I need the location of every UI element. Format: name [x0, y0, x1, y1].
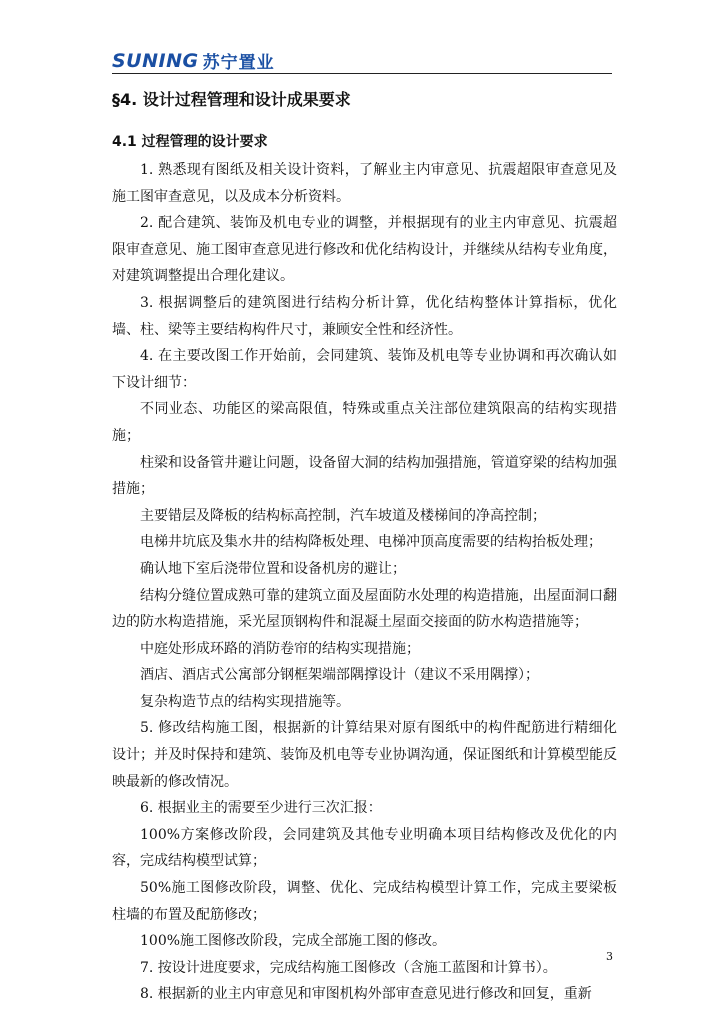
paragraph: 1. 熟悉现有图纸及相关设计资料，了解业主内审意见、抗震超限审查意见及施工图审查意见，以及成本分析资料。: [112, 162, 617, 205]
paragraph: 4. 在主要改图工作开始前，会同建筑、装饰及机电等专业协调和再次确认如下设计细节：: [112, 348, 617, 391]
logo-text-cn: 苏宁置业: [202, 53, 275, 73]
paragraph: 柱梁和设备管井避让问题，设备留大洞的结构加强措施，管道穿梁的结构加强措施；: [112, 454, 617, 498]
paragraph: 3. 根据调整后的建筑图进行结构分析计算，优化结构整体计算指标，优化墙、柱、梁等主要结构构件尺寸，兼顾安全性和经济性。: [112, 294, 617, 338]
logo-text-en: SUNING: [112, 49, 199, 72]
paragraph: 复杂构造节点的结构实现措施等。: [140, 693, 350, 710]
paragraph: 结构分缝位置成熟可靠的建筑立面及屋面防水处理的构造措施，出屋面洞口翻边的防水构造措施，采光屋顶钢构件和混凝土屋面交接面的防水构造措施等；: [112, 587, 617, 631]
paragraph: 50%施工图修改阶段，调整、优化、完成结构模型计算工作，完成主要梁板柱墙的布置及配筋修改；: [112, 880, 617, 923]
header-divider: [112, 73, 612, 74]
paragraph: 100%方案修改阶段，会同建筑及其他专业明确本项目结构修改及优化的内容，完成结构模型试算；: [112, 826, 617, 870]
page-number: 3: [606, 950, 613, 963]
paragraph-list: [112, 157, 617, 1008]
paragraph: 7. 按设计进度要求，完成结构施工图修改（含施工蓝图和计算书）。: [140, 959, 557, 976]
page-body: [112, 88, 617, 1008]
paragraph: 8. 根据新的业主内审意见和审图机构外部审查意见进行修改和回复，重新: [140, 986, 592, 1003]
subsection-title: 4.1 过程管理的设计要求: [112, 134, 268, 150]
paragraph: 酒店、酒店式公寓部分钢框架端部隅撑设计（建议不采用隅撑）；: [140, 667, 539, 684]
page-header: [112, 46, 612, 76]
paragraph: 不同业态、功能区的梁高限值，特殊或重点关注部位建筑限高的结构实现措施；: [112, 401, 617, 444]
paragraph: 100%施工图修改阶段，完成全部施工图的修改。: [140, 933, 447, 950]
paragraph: 中庭处形成环路的消防卷帘的结构实现措施；: [140, 640, 420, 657]
paragraph: 主要错层及降板的结构标高控制，汽车坡道及楼梯间的净高控制；: [140, 507, 546, 524]
suning-logo: [112, 48, 275, 73]
paragraph: 6. 根据业主的需要至少进行三次汇报：: [140, 800, 382, 817]
paragraph: 5. 修改结构施工图，根据新的计算结果对原有图纸中的构件配筋进行精细化设计；并及时保持和建筑、装饰及机电等专业协调沟通，保证图纸和计算模型能反映最新的修改情况。: [112, 720, 617, 790]
paragraph: 2. 配合建筑、装饰及机电专业的调整，并根据现有的业主内审意见、抗震超限审查意见、施工图审查意见进行修改和优化结构设计，并继续从结构专业角度，对建筑调整提出合理化建议。: [112, 215, 617, 285]
section-title: §4. 设计过程管理和设计成果要求: [112, 90, 351, 109]
paragraph: 电梯井坑底及集水井的结构降板处理、电梯冲顶高度需要的结构抬板处理；: [140, 534, 602, 551]
paragraph: 确认地下室后浇带位置和设备机房的避让；: [140, 560, 406, 577]
